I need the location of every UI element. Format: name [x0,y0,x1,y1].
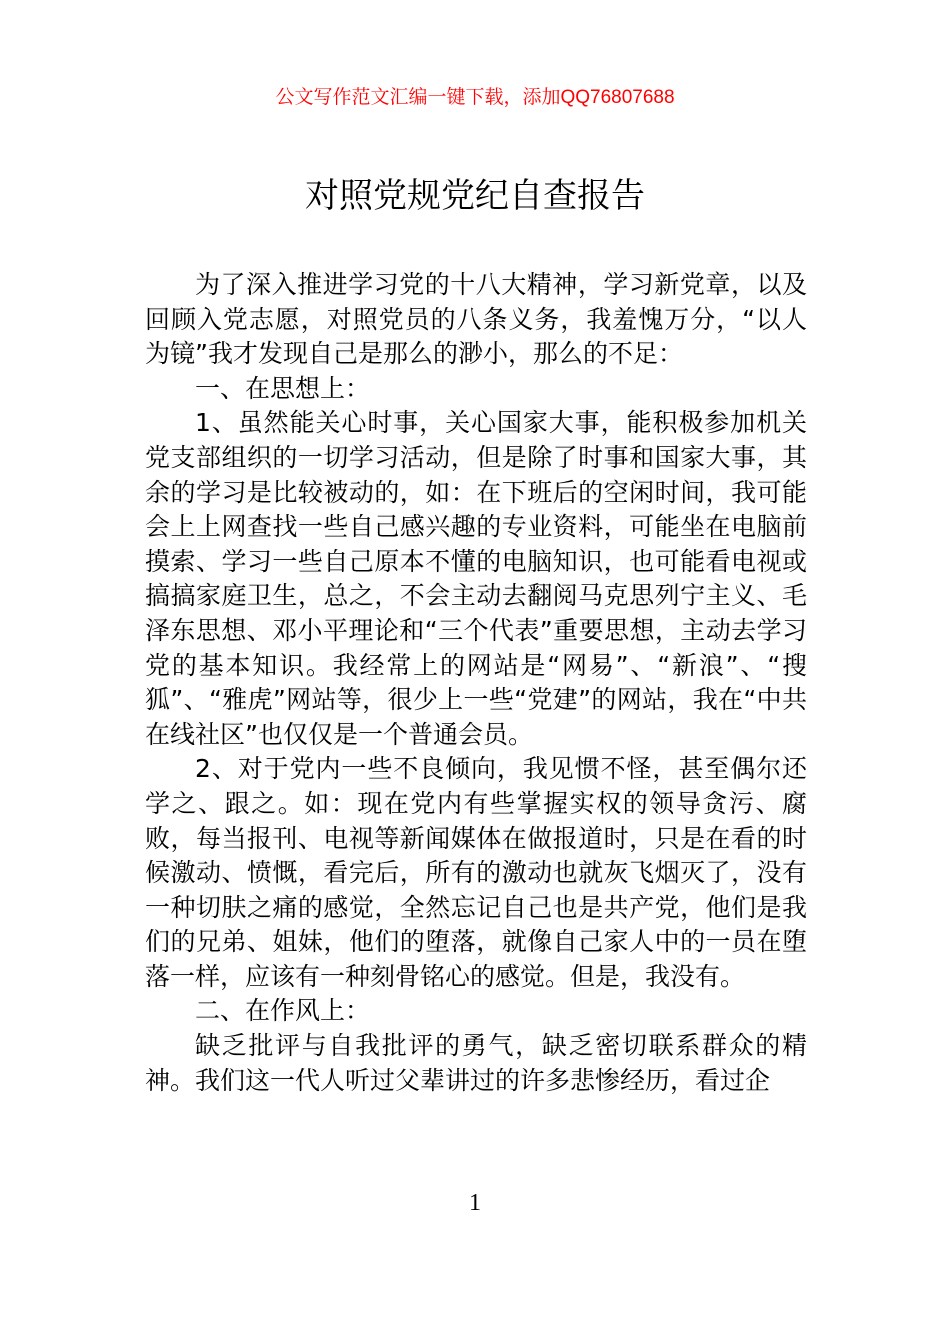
paragraph-thought-2: 2、对于党内一些不良倾向，我见惯不怪，甚至偶尔还学之、跟之。如：现在党内有些掌握实权的领导贪污、腐败，每当报刊、电视等新闻媒体在做报道时，只是在看的时候激动、愤慨，看完后，所有的激动也就灰飞烟灭了，没有一种切肤之痛的感觉，全然忘记自己也是共产党，他们是我们的兄弟、姐妹，他们的堕落，就像自己家人中的一员在堕落一样，应该有一种刻骨铭心的感觉。但是，我没有。 [145,754,807,991]
page-number: 1 [469,1190,481,1216]
paragraph-style-1: 缺乏批评与自我批评的勇气，缺乏密切联系群众的精神。我们这一代人听过父辈讲过的许多悲惨经历，看过企 [145,1031,807,1095]
paragraph-intro: 为了深入推进学习党的十八大精神，学习新党章，以及回顾入党志愿，对照党员的八条义务，我羞愧万分，“以人为镜”我才发现自己是那么的渺小，那么的不足： [145,270,807,369]
document-body [145,268,807,1098]
section-heading-style: 二、在作风上： [195,996,371,1026]
paragraph-thought-1: 1、虽然能关心时事，关心国家大事，能积极参加机关党支部组织的一切学习活动，但是除了时事和国家大事，其余的学习是比较被动的，如：在下班后的空闲时间，我可能会上上网查找一些自己感兴趣的专业资料，可能坐在电脑前摸索、学习一些自己原本不懂的电脑知识，也可能看电视或搞搞家庭卫生，总之，不会主动去翻阅马克思列宁主义、毛泽东思想、邓小平理论和“三个代表”重要思想，主动去学习党的基本知识。我经常上的网站是“网易”、“新浪”、“搜狐”、“雅虎”网站等，很少上一些“党建”的网站，我在“中共在线社区”也仅仅是一个普通会员。 [145,408,807,749]
section-heading-thought: 一、在思想上： [195,373,371,403]
download-notice: 公文写作范文汇编一键下载，添加QQ76807688 [275,87,675,108]
document-title: 对照党规党纪自查报告 [305,176,645,216]
